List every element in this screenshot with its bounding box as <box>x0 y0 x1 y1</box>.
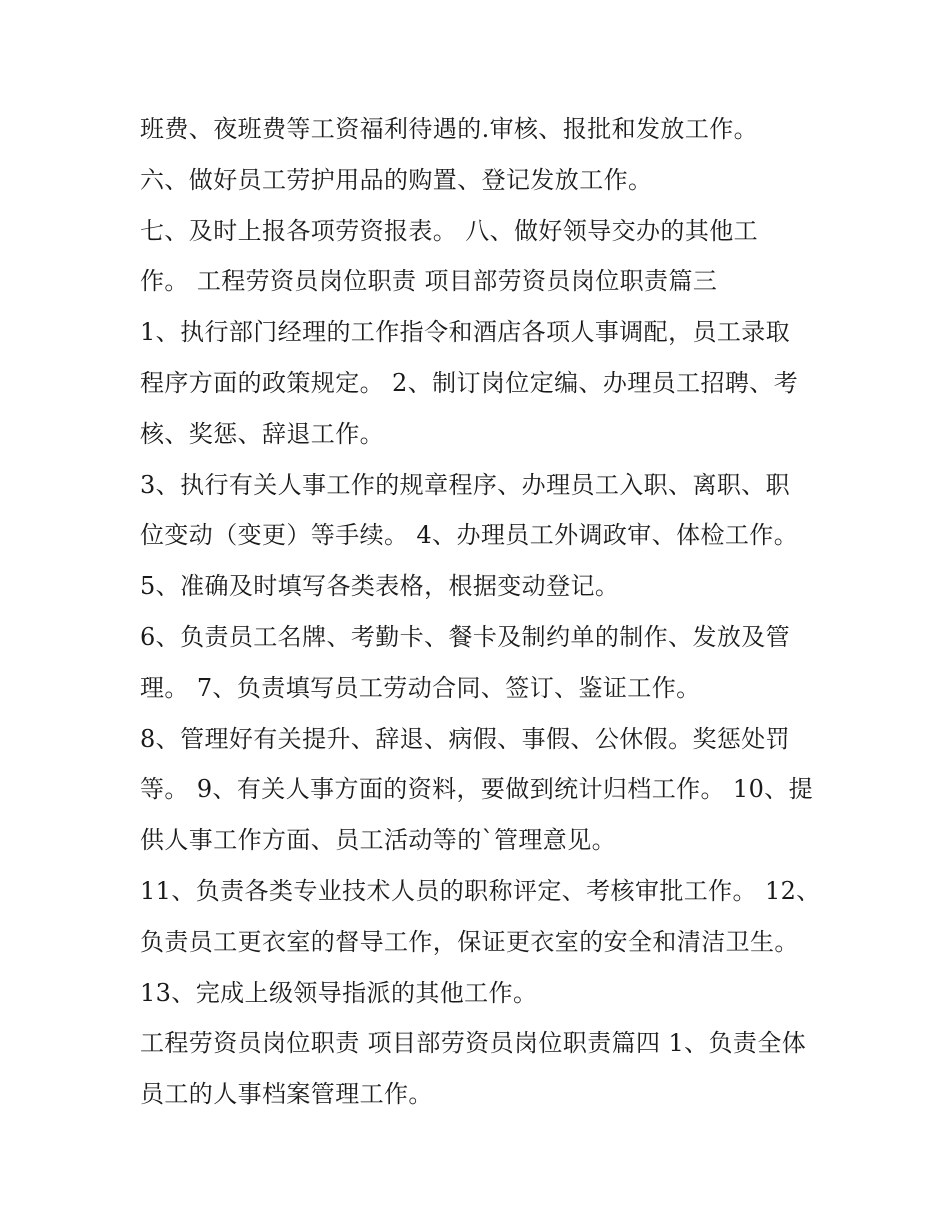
text-line: 1、执行部门经理的工作指令和酒店各项人事调配，员工录取 <box>140 318 791 347</box>
text-line: 负责员工更衣室的督导工作，保证更衣室的安全和清洁卫生。 <box>140 927 799 956</box>
text-line: 七、及时上报各项劳资报表。 八、做好领导交办的其他工 <box>140 216 759 245</box>
text-line: 11、负责各类专业技术人员的职称评定、考核审批工作。 12、 <box>140 876 821 905</box>
text-line: 13、完成上级领导指派的其他工作。 <box>140 978 538 1007</box>
text-line: 工程劳资员岗位职责 项目部劳资员岗位职责篇四 1、负责全体 <box>140 1029 807 1058</box>
text-line: 供人事工作方面、员工活动等的`管理意见。 <box>140 826 616 855</box>
text-line: 作。 工程劳资员岗位职责 项目部劳资员岗位职责篇三 <box>140 267 718 296</box>
text-line: 程序方面的政策规定。 2、制订岗位定编、办理员工招聘、考 <box>140 368 799 397</box>
text-line: 8、管理好有关提升、辞退、病假、事假、公休假。奖惩处罚 <box>140 724 791 753</box>
text-line: 3、执行有关人事工作的规章程序、办理员工入职、离职、职 <box>140 470 791 499</box>
document-body <box>140 104 820 1120</box>
text-line: 核、奖惩、辞退工作。 <box>140 419 384 448</box>
text-line: 6、负责员工名牌、考勤卡、餐卡及制约单的制作、发放及管 <box>140 622 791 651</box>
text-line: 班费、夜班费等工资福利待遇的.审核、报批和发放工作。 <box>140 115 759 143</box>
text-line: 员工的人事档案管理工作。 <box>140 1080 433 1109</box>
text-line: 位变动（变更）等手续。 4、办理员工外调政审、体检工作。 <box>140 521 799 550</box>
text-line: 5、准确及时填写各类表格，根据变动登记。 <box>140 572 620 601</box>
text-line: 等。 9、有关人事方面的资料，要做到统计归档工作。 10、提 <box>140 775 814 804</box>
text-line: 理。 7、负责填写员工劳动合同、签订、鉴证工作。 <box>140 673 701 702</box>
text-line: 六、做好员工劳护用品的购置、登记发放工作。 <box>140 165 653 194</box>
